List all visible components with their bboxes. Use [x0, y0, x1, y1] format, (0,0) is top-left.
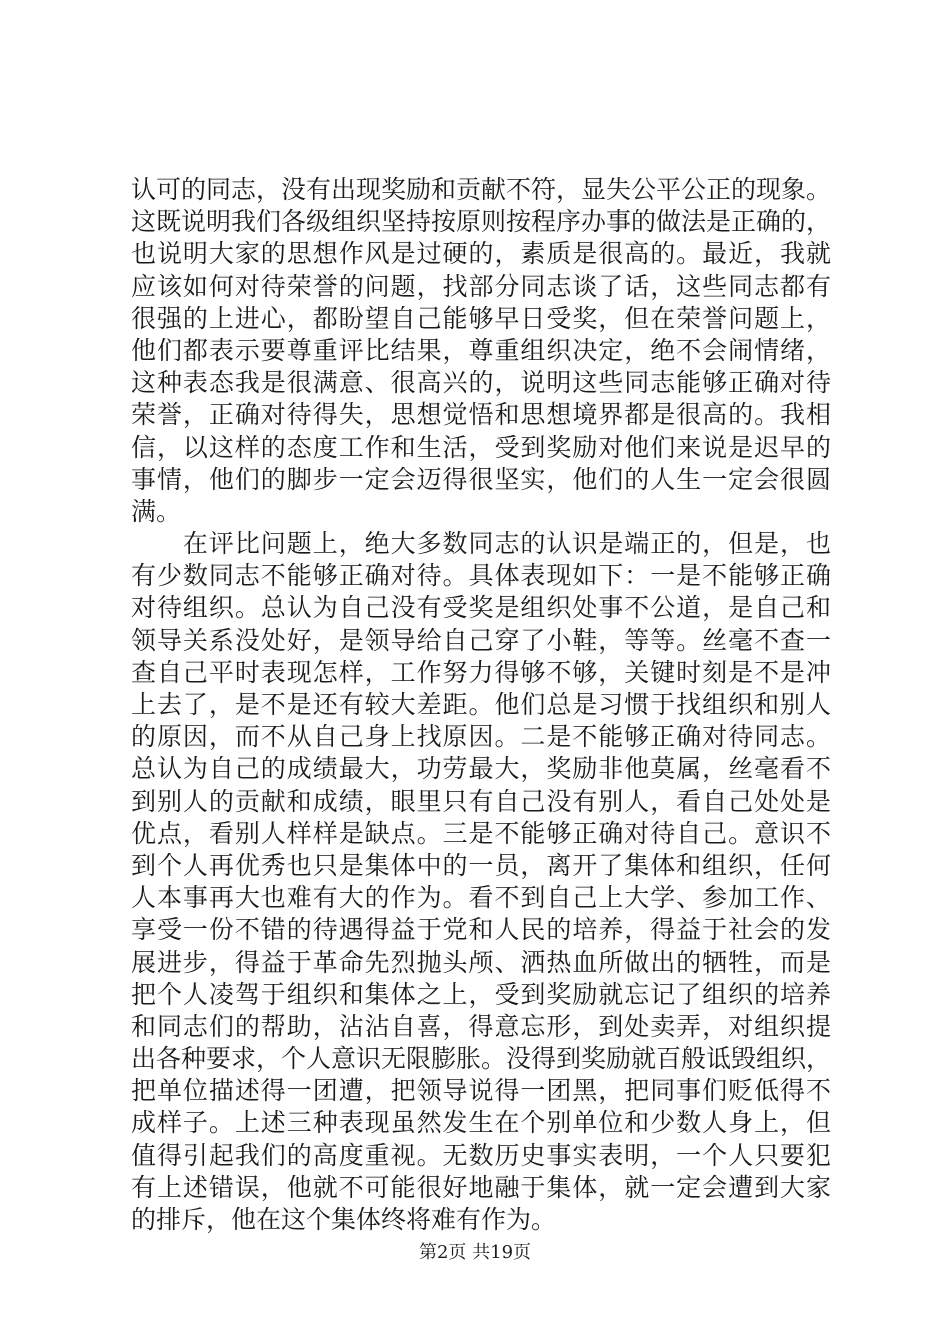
text-line: 认可的同志，没有出现奖励和贡献不符，显失公平公正的现象。	[131, 175, 832, 204]
text-line: 把单位描述得一团遭，把领导说得一团黑，把同事们贬低得不	[131, 1076, 831, 1106]
text-line: 在评比问题上，绝大多数同志的认识是端正的，但是，也	[131, 529, 831, 559]
text-line: 上去了，是不是还有较大差距。他们总是习惯于找组织和别人	[131, 690, 831, 719]
text-line: 有少数同志不能够正确对待。具体表现如下：一是不能够正确	[131, 561, 831, 591]
text-line: 事情，他们的脚步一定会迈得很坚实，他们的人生一定会很圆	[131, 464, 831, 494]
text-line: 这既说明我们各级组织坚持按原则按程序办事的做法是正确的，	[131, 207, 832, 237]
page-number: 第2页 共19页	[418, 1242, 532, 1263]
paragraph	[131, 528, 831, 1236]
text-line: 把个人凌驾于组织和集体之上，受到奖励就忘记了组织的培养	[131, 979, 831, 1009]
text-line: 满。	[131, 496, 182, 526]
text-line: 对待组织。总认为自己没有受奖是组织处事不公道，是自己和	[131, 593, 831, 623]
text-line: 查自己平时表现怎样，工作努力得够不够，关键时刻是不是冲	[131, 657, 831, 687]
body-text	[131, 174, 831, 1236]
text-line: 应该如何对待荣誉的问题，找部分同志谈了话，这些同志都有	[131, 271, 831, 301]
text-line: 到个人再优秀也只是集体中的一员，离开了集体和组织，任何	[131, 850, 831, 880]
text-line: 这种表态我是很满意、很高兴的，说明这些同志能够正确对待	[131, 368, 831, 398]
text-line: 他们都表示要尊重评比结果，尊重组织决定，绝不会闹情绪，	[131, 335, 831, 365]
text-line: 和同志们的帮助，沾沾自喜，得意忘形，到处卖弄，对组织提	[131, 1011, 831, 1041]
text-line: 优点，看别人样样是缺点。三是不能够正确对待自己。意识不	[131, 818, 831, 848]
text-line: 展进步，得益于革命先烈抛头颅、洒热血所做出的牺牲，而是	[131, 947, 831, 977]
text-line: 信，以这样的态度工作和生活，受到奖励对他们来说是迟早的	[131, 432, 831, 462]
text-line: 也说明大家的思想作风是过硬的，素质是很高的。最近，我就	[131, 239, 831, 269]
text-line: 值得引起我们的高度重视。无数历史事实表明，一个人只要犯	[131, 1140, 831, 1170]
text-line: 出各种要求，个人意识无限膨胀。没得到奖励就百般诋毁组织，	[131, 1044, 832, 1074]
text-line: 的原因，而不从自己身上找原因。二是不能够正确对待同志。	[131, 722, 831, 752]
text-line: 的排斥，他在这个集体终将难有作为。	[131, 1205, 557, 1234]
text-line: 总认为自己的成绩最大，功劳最大，奖励非他莫属，丝毫看不	[131, 754, 831, 784]
text-line: 领导关系没处好，是领导给自己穿了小鞋，等等。丝毫不查一	[131, 625, 831, 655]
text-line: 享受一份不错的待遇得益于党和人民的培养，得益于社会的发	[131, 915, 831, 945]
text-line: 荣誉，正确对待得失，思想觉悟和思想境界都是很高的。我相	[131, 400, 831, 430]
text-line: 到别人的贡献和成绩，眼里只有自己没有别人，看自己处处是	[131, 786, 831, 816]
text-line: 成样子。上述三种表现虽然发生在个别单位和少数人身上，但	[131, 1108, 831, 1138]
text-line: 人本事再大也难有大的作为。看不到自己上大学、参加工作、	[131, 883, 831, 913]
paragraph	[131, 174, 831, 528]
text-line: 很强的上进心，都盼望自己能够早日受奖，但在荣誉问题上，	[131, 303, 831, 333]
text-line: 有上述错误，他就不可能很好地融于集体，就一定会遭到大家	[131, 1172, 831, 1202]
